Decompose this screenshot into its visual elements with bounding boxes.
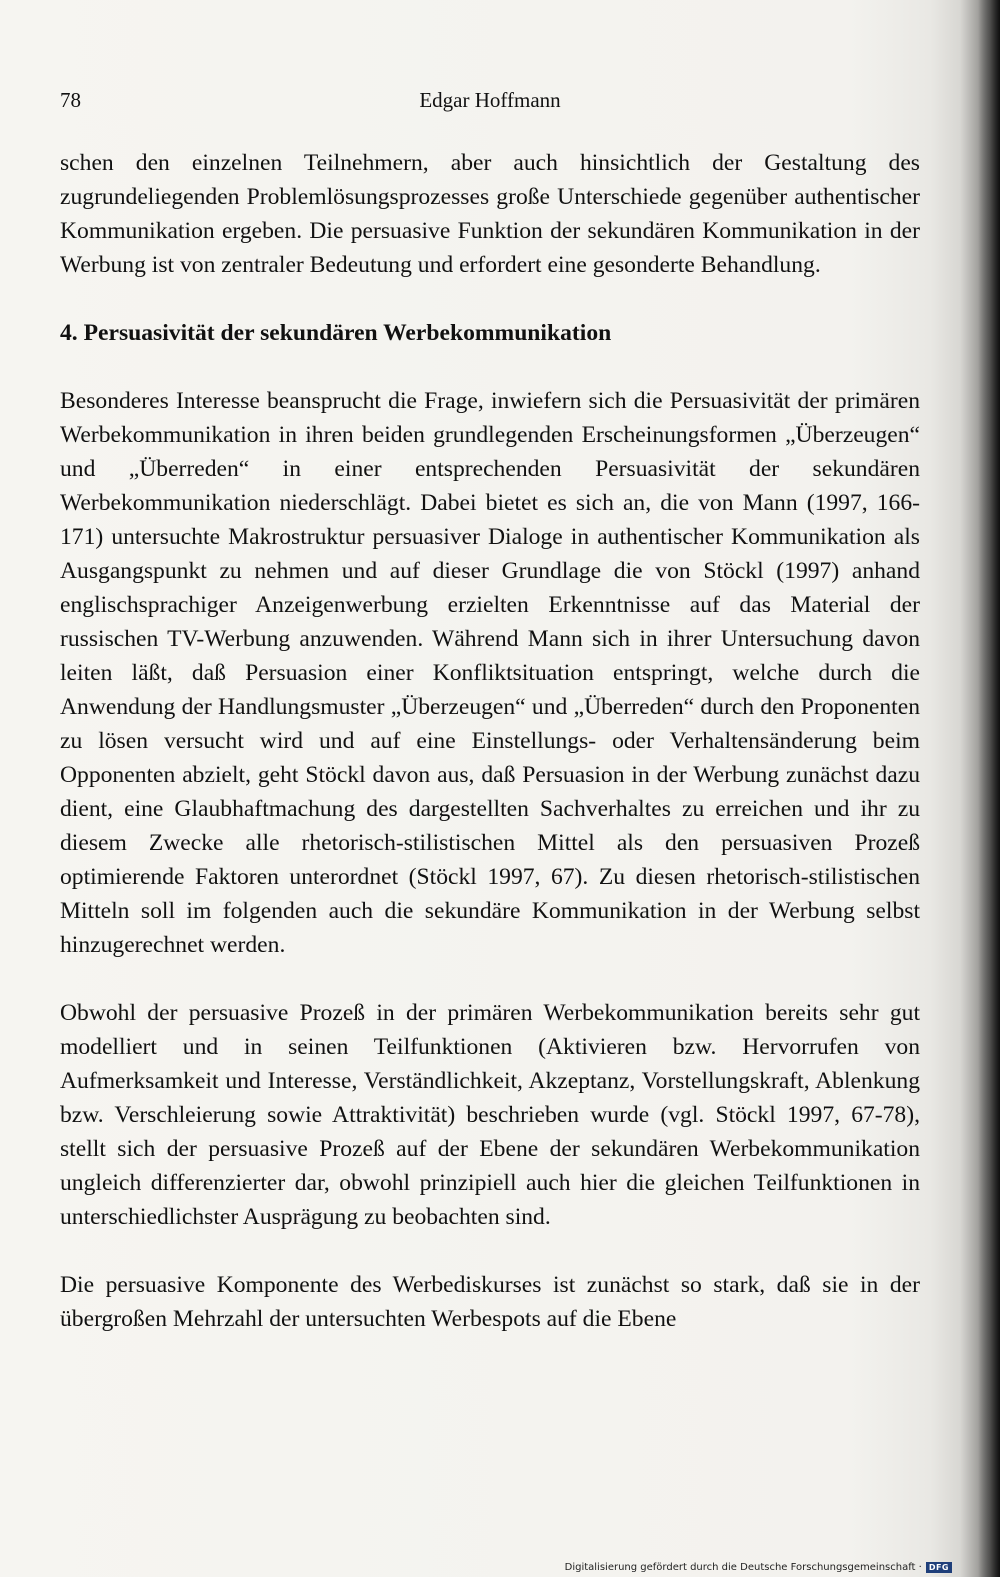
paragraph-persuasion-question: Besonderes Interesse beansprucht die Frage, inwiefern sich die Persuasivität der primären Werbekommunikation in ihren beiden grundlegenden Erscheinungsformen „Überzeugen“ und „Überreden“ in einer entsprechenden Persuasivität der sekundären Werbekommunikation niederschlägt. Dabei bietet es sich an, die von Mann (1997, 166-171) untersuchte Makrostruktur persuasiver Dialoge in authentischer Kommunikation als Ausgangspunkt zu nehmen und auf dieser Grundlage die von Stöckl (1997) anhand englischsprachiger Anzeigenwerbung erzielten Erkenntnisse auf das Material der russischen TV-Werbung anzuwenden. Während Mann sich in ihrer Untersuchung davon leiten läßt, daß Persuasion einer Konfliktsituation entspringt, welche durch die Anwendung der Handlungsmuster „Überzeugen“ und „Überreden“ durch den Proponenten zu lösen versucht wird und auf eine Einstellungs- oder Verhaltensänderung beim Opponenten abzielt, geht Stöckl davon aus, daß Persuasion in der Werbung zunächst dazu dient, eine Glaubhaftmachung des dargestellten Sachverhaltes zu erreichen und ihr zu diesem Zwecke alle rhetorisch-stilistischen Mittel als den persuasiven Prozeß optimierende Faktoren unterordnet (Stöckl 1997, 67). Zu diesen rhetorisch-stilistischen Mitteln soll im folgenden auch die sekundäre Kommunikation in der Werbung selbst hinzugerechnet werden. <box>60 388 920 958</box>
book-spine-shadow <box>978 0 1000 1577</box>
paragraph-gap <box>60 962 920 996</box>
credit-text: Digitalisierung gefördert durch die Deutsche Forschungsgemeinschaft · <box>564 1562 922 1573</box>
paragraph-gap <box>60 350 920 384</box>
paragraph-gap <box>60 282 920 316</box>
running-head <box>60 88 920 118</box>
page-number: 78 <box>60 88 81 112</box>
paragraph-continuation: schen den einzelnen Teilnehmern, aber auch hinsichtlich der Gestaltung des zugrundeliegenden Problemlösungsprozesses große Unterschiede gegenüber authentischer Kommunikation ergeben. Die persuasive Funktion der sekundären Kommunikation in der Werbung ist von zentraler Bedeutung und erfordert eine gesonderte Behandlung. <box>60 150 920 278</box>
body-text <box>60 146 920 1336</box>
paragraph-persuasive-component: Die persuasive Komponente des Werbediskurses ist zunächst so stark, daß sie in der übergroßen Mehrzahl der untersuchten Werbespots auf die Ebene <box>60 1272 920 1332</box>
paragraph-persuasive-process: Obwohl der persuasive Prozeß in der primären Werbekommunikation bereits sehr gut modelliert und in seinen Teilfunktionen (Aktivieren bzw. Hervorrufen von Aufmerksamkeit und Interesse, Verständlichkeit, Akzeptanz, Vorstellungskraft, Ablenkung bzw. Verschleierung sowie Attraktivität) beschrieben wurde (vgl. Stöckl 1997, 67-78), stellt sich der persuasive Prozeß auf der Ebene der sekundären Werbekommunikation ungleich differenzierter dar, obwohl prinzipiell auch hier die gleichen Teilfunktionen in unterschiedlichster Ausprägung zu beobachten sind. <box>60 1000 920 1230</box>
dfg-logo: DFG <box>926 1562 952 1573</box>
section-heading: 4. Persuasivität der sekundären Werbekommunikation <box>60 320 612 346</box>
digitization-credit <box>565 1562 952 1573</box>
paragraph-gap <box>60 1234 920 1268</box>
running-head-author: Edgar Hoffmann <box>419 88 561 112</box>
